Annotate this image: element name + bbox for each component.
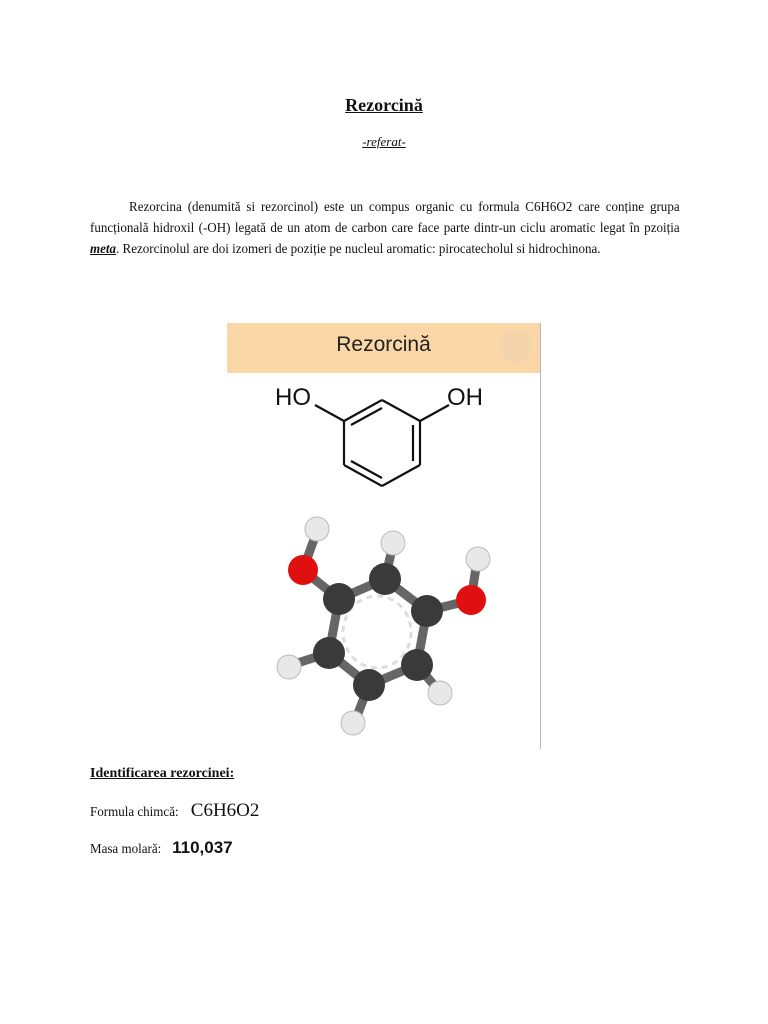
carbon-atom <box>411 595 443 627</box>
molar-mass-value: 110,037 <box>172 838 233 857</box>
hydrogen-atom <box>381 531 405 555</box>
intro-text-part1: Rezorcina (denumită si rezorcinol) este un compus organic cu formula C6H6O2 care conține grupa funcțională hidroxil (-OH) legată de un atom de carbon care face parte dintr-un ciclu aromatic legat în pzoiția <box>90 200 680 236</box>
hydrogen-atom <box>466 547 490 571</box>
carbon-atom <box>369 563 401 595</box>
molecule-card-title: Rezorcină <box>336 333 431 356</box>
hydrogen-atom <box>428 681 452 705</box>
oh-group-label: OH <box>447 384 483 411</box>
intro-meta-emphasis: meta <box>90 242 117 257</box>
molar-mass-row <box>90 838 233 858</box>
molecule-card-header <box>227 323 540 373</box>
intro-text-part2: . Rezorcinolul are doi izomeri de poziție pe nucleul aromatic: pirocatecholul si hidrochinona. <box>116 242 601 257</box>
ball-and-stick-model <box>277 517 490 735</box>
document-subtitle: -referat- <box>362 134 406 149</box>
formula-label: Formula chimcă: <box>90 805 179 820</box>
oxygen-atom <box>456 585 486 615</box>
formula-row <box>90 800 259 822</box>
ho-group-label: HO <box>275 384 311 411</box>
intro-paragraph <box>90 197 680 260</box>
molecule-illustration <box>227 373 540 749</box>
hydrogen-atom <box>341 711 365 735</box>
molecule-image-card <box>227 323 541 749</box>
skeletal-formula <box>315 400 449 486</box>
carbon-atom <box>401 649 433 681</box>
carbon-atom <box>313 637 345 669</box>
molar-mass-label: Masa molară: <box>90 842 162 857</box>
hydrogen-atom <box>277 655 301 679</box>
formula-value: C6H6O2 <box>190 800 260 821</box>
carbon-atom <box>323 583 355 615</box>
oxygen-atom <box>288 555 318 585</box>
molecule-badge-icon <box>500 331 532 363</box>
document-title: Rezorcină <box>345 95 423 115</box>
hydrogen-atom <box>305 517 329 541</box>
carbon-atom <box>353 669 385 701</box>
identification-heading: Identificarea rezorcinei: <box>90 766 235 781</box>
